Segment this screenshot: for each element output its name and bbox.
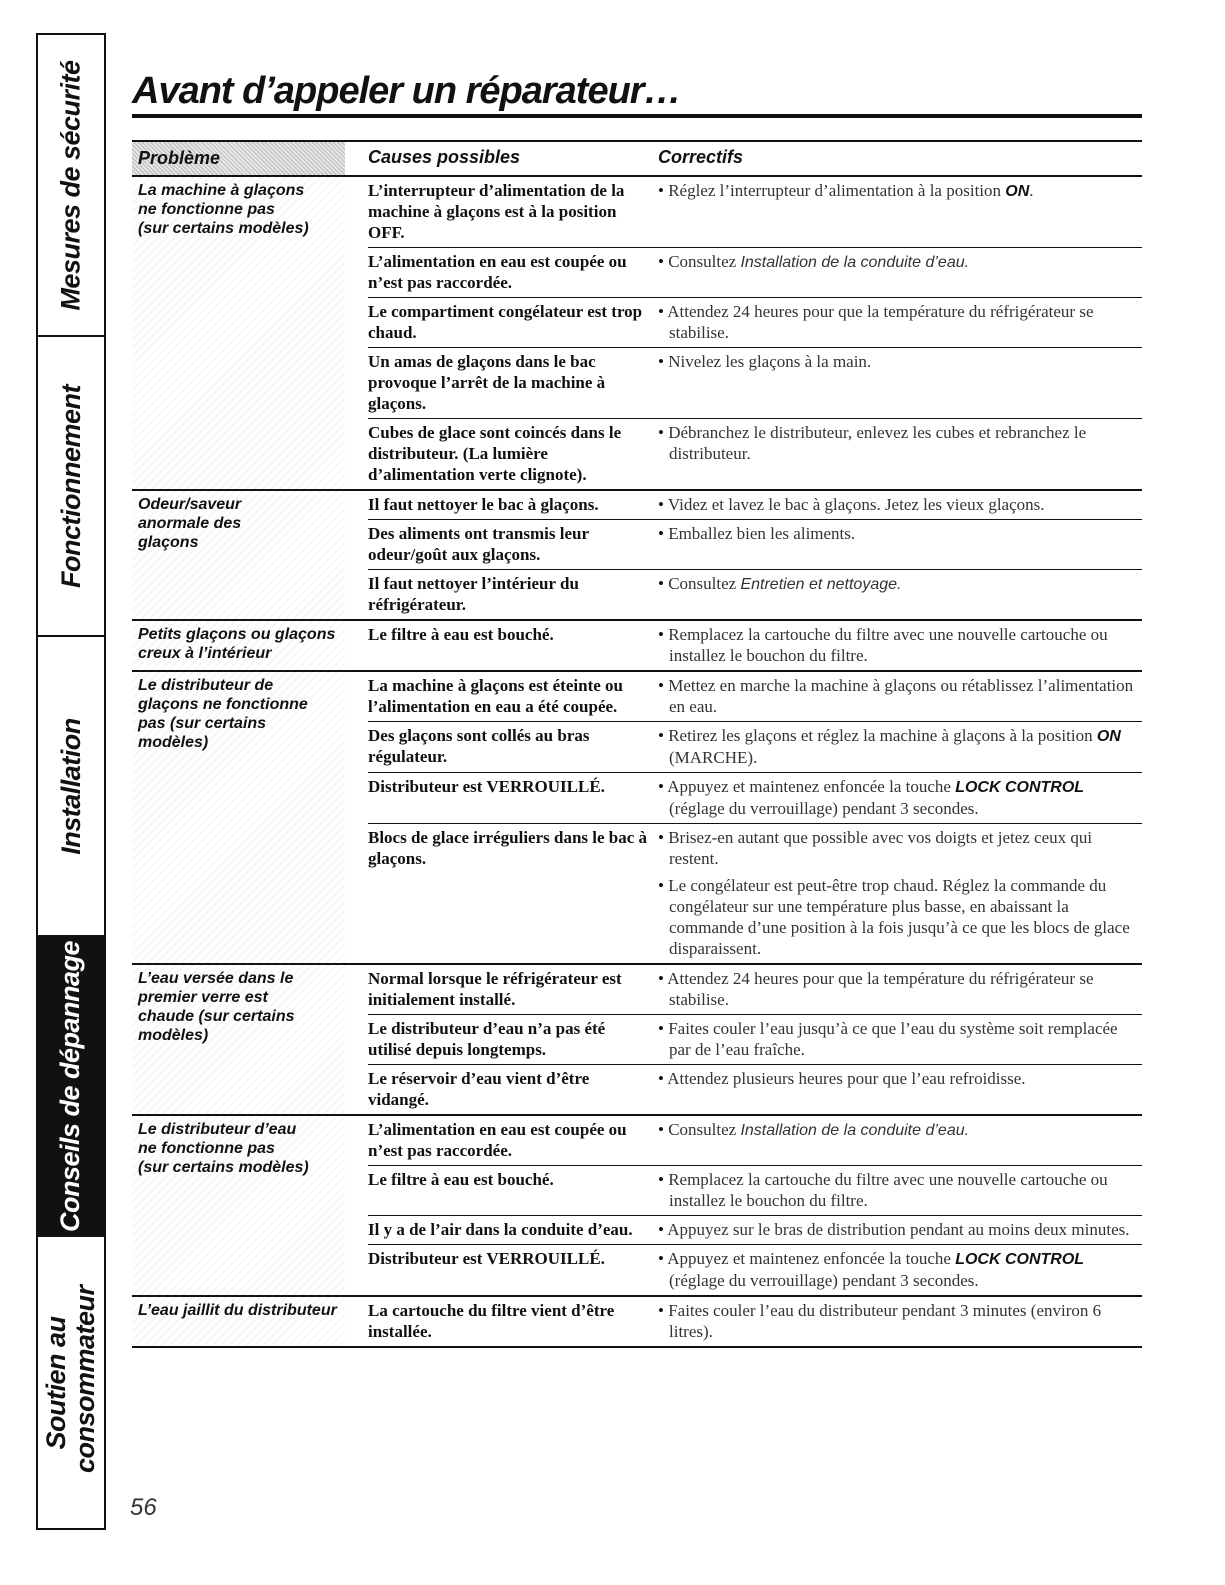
- problem-cell: [132, 1297, 345, 1346]
- problem-text: creux à l’intérieur: [138, 645, 272, 662]
- problem-group: [132, 177, 1142, 491]
- cause-text: La cartouche du filtre vient d’être installée.: [368, 1301, 615, 1341]
- fix-item: [658, 494, 1142, 515]
- cause-text: Le distributeur d’eau n’a pas été utilisé depuis longtemps.: [368, 1019, 606, 1059]
- sidebar-tab-label: Conseils de dépannage: [55, 940, 86, 1232]
- fixes-cell: [658, 491, 1142, 519]
- fix-text: Faites couler l’eau du distributeur pendant 3 minutes (environ 6 litres).: [668, 1301, 1102, 1341]
- fixes-cell: [658, 722, 1142, 772]
- fixes-cell: [658, 348, 1142, 418]
- problem-text: ne fonctionne pas: [138, 1140, 275, 1157]
- sidebar-tab-1[interactable]: [38, 337, 104, 637]
- fix-item: [658, 351, 1142, 372]
- fix-text: Attendez plusieurs heures pour que l’eau refroidisse.: [667, 1069, 1026, 1088]
- fix-text: Attendez 24 heures pour que la température du réfrigérateur se stabilise.: [667, 969, 1094, 1009]
- sidebar-tab-4[interactable]: [38, 1237, 104, 1528]
- header-fixes: Correctifs: [658, 147, 744, 167]
- problem-cell: [132, 672, 345, 963]
- table-row: [368, 772, 1142, 823]
- fix-item: [658, 675, 1142, 717]
- fix-text: Faites couler l’eau jusqu’à ce que l’eau du système soit remplacée par de l’eau fraîche.: [668, 1019, 1118, 1059]
- fix-text: Appuyez et maintenez enfoncée la touche: [667, 777, 956, 796]
- fix-text: Remplacez la cartouche du filtre avec une nouvelle cartouche ou installez le bouchon du filtre.: [668, 625, 1108, 665]
- table-header: [132, 140, 1142, 177]
- problem-text: modèles): [138, 1027, 209, 1044]
- table-row: [368, 1215, 1142, 1244]
- fix-text: Installation de la conduite d’eau.: [740, 1122, 970, 1139]
- table-row: [368, 247, 1142, 297]
- table-row: [368, 1116, 1142, 1165]
- fixes-cell: [658, 520, 1142, 569]
- fixes-cell: [658, 672, 1142, 721]
- table-row: [368, 519, 1142, 569]
- cause-text: Des glaçons sont collés au bras régulateur.: [368, 726, 590, 766]
- table-row: [368, 347, 1142, 418]
- cause-text: L’alimentation en eau est coupée ou n’est pas raccordée.: [368, 252, 627, 292]
- problem-group: [132, 491, 1142, 621]
- table-row: [368, 621, 1142, 670]
- problem-text: glaçons: [138, 534, 199, 551]
- table-row: [368, 672, 1142, 721]
- cause-text: Il faut nettoyer l’intérieur du réfrigérateur.: [368, 574, 579, 614]
- table-row: [368, 1297, 1142, 1346]
- cause-text: Le filtre à eau est bouché.: [368, 625, 554, 644]
- fix-text: Emballez bien les aliments.: [668, 524, 856, 543]
- cause-text: Distributeur est VERROUILLÉ.: [368, 777, 605, 796]
- fix-text: Consultez: [668, 252, 741, 271]
- fix-item: [658, 1248, 1142, 1291]
- cause-text: Le compartiment congélateur est trop chaud.: [368, 302, 643, 342]
- fix-text: Entretien et nettoyage.: [740, 576, 902, 593]
- fix-text: Le congélateur est peut-être trop chaud. Réglez la commande du congélateur sur une température plus basse, en abaissant la commande d’une position à la fois jusqu’à ce que les blocs de glace disparaissent.: [668, 876, 1130, 958]
- fix-item: [658, 523, 1142, 544]
- fix-item: [658, 301, 1142, 343]
- fix-item: [658, 422, 1142, 464]
- cause-text: L’interrupteur d’alimentation de la machine à glaçons est à la position OFF.: [368, 181, 625, 242]
- fix-text: LOCK CONTROL: [955, 1251, 1085, 1268]
- fixes-cell: [658, 1015, 1142, 1064]
- problem-groups: [132, 177, 1142, 1348]
- fix-text: ON: [1005, 183, 1030, 200]
- fix-item: [658, 1018, 1142, 1060]
- cause-text: Le réservoir d’eau vient d’être vidangé.: [368, 1069, 590, 1109]
- section-sidebar: [36, 33, 106, 1530]
- fix-text: Consultez: [668, 1120, 741, 1139]
- fix-text: Retirez les glaçons et réglez la machine à glaçons à la position: [668, 726, 1097, 745]
- cause-text: Blocs de glace irréguliers dans le bac à glaçons.: [368, 828, 648, 868]
- table-row: [368, 1064, 1142, 1114]
- cause-text: Normal lorsque le réfrigérateur est initialement installé.: [368, 969, 622, 1009]
- fix-text: Débranchez le distributeur, enlevez les cubes et rebranchez le distributeur.: [668, 423, 1087, 463]
- sidebar-tab-label: Mesures de sécurité: [55, 59, 86, 311]
- table-row: [368, 569, 1142, 619]
- fix-item: [658, 1300, 1142, 1342]
- sidebar-tab-label: Soutien au consommateur: [41, 1284, 100, 1473]
- fix-item: [658, 1068, 1142, 1089]
- problem-text: (sur certains modèles): [138, 1159, 309, 1176]
- sidebar-tab-label: Fonctionnement: [55, 384, 86, 588]
- fixes-cell: [658, 419, 1142, 489]
- fix-item: [658, 827, 1142, 869]
- problem-text: ne fonctionne pas: [138, 201, 275, 218]
- fixes-cell: [658, 621, 1142, 670]
- problem-text: anormale des: [138, 515, 242, 532]
- sidebar-tab-3[interactable]: [38, 937, 104, 1237]
- problem-text: chaude (sur certains: [138, 1008, 295, 1025]
- cause-text: Un amas de glaçons dans le bac provoque l’arrêt de la machine à glaçons.: [368, 352, 606, 413]
- fix-item: [658, 1169, 1142, 1211]
- fix-text: ON: [1096, 728, 1121, 745]
- sidebar-tab-0[interactable]: [38, 35, 104, 337]
- fix-item: [658, 251, 1142, 273]
- fix-item: [658, 1219, 1142, 1240]
- cause-text: L’alimentation en eau est coupée ou n’est pas raccordée.: [368, 1120, 627, 1160]
- problem-text: La machine à glaçons: [138, 182, 305, 199]
- problem-text: L’eau versée dans le: [138, 970, 294, 987]
- problem-cell: [132, 177, 345, 489]
- fix-text: Remplacez la cartouche du filtre avec une nouvelle cartouche ou installez le bouchon du filtre.: [668, 1170, 1108, 1210]
- fix-text: .: [1029, 181, 1034, 200]
- problem-group: [132, 1116, 1142, 1297]
- fixes-cell: [658, 1116, 1142, 1165]
- cause-text: Il faut nettoyer le bac à glaçons.: [368, 495, 599, 514]
- fixes-cell: [658, 248, 1142, 297]
- fixes-cell: [658, 1216, 1142, 1244]
- problem-cell: [132, 1116, 345, 1295]
- cause-text: Des aliments ont transmis leur odeur/goût aux glaçons.: [368, 524, 589, 564]
- problem-text: (sur certains modèles): [138, 220, 309, 237]
- fix-text: Consultez: [668, 574, 741, 593]
- fix-text: Mettez en marche la machine à glaçons ou rétablissez l’alimentation en eau.: [668, 676, 1134, 716]
- problem-cell: [132, 621, 345, 670]
- fix-item: [658, 180, 1142, 202]
- page-title: Avant d’appeler un réparateur…: [132, 70, 681, 112]
- problem-text: Petits glaçons ou glaçons: [138, 626, 336, 643]
- table-row: [368, 965, 1142, 1014]
- problem-text: Odeur/saveur: [138, 496, 242, 513]
- fix-text: (réglage du verrouillage) pendant 3 secondes.: [669, 799, 979, 818]
- fix-text: Attendez 24 heures pour que la température du réfrigérateur se stabilise.: [667, 302, 1094, 342]
- cause-text: Cubes de glace sont coincés dans le distributeur. (La lumière d’alimentation verte clignote).: [368, 423, 622, 484]
- table-row: [368, 491, 1142, 519]
- problem-group: [132, 1297, 1142, 1348]
- table-row: [368, 177, 1142, 247]
- cause-text: La machine à glaçons est éteinte ou l’alimentation en eau a été coupée.: [368, 676, 623, 716]
- fix-text: LOCK CONTROL: [955, 779, 1085, 796]
- fixes-cell: [658, 1166, 1142, 1215]
- fixes-cell: [658, 177, 1142, 247]
- sidebar-tab-label: Installation: [55, 717, 86, 855]
- problem-text: modèles): [138, 734, 209, 751]
- problem-text: pas (sur certains: [138, 715, 267, 732]
- fix-text: Videz et lavez le bac à glaçons. Jetez les vieux glaçons.: [667, 495, 1045, 514]
- header-problem: Problème: [132, 142, 345, 175]
- title-rule: [132, 114, 1142, 118]
- fixes-cell: [658, 1065, 1142, 1114]
- fixes-cell: [658, 1245, 1142, 1295]
- problem-text: Le distributeur de: [138, 677, 274, 694]
- fixes-cell: [658, 965, 1142, 1014]
- table-row: [368, 721, 1142, 772]
- fix-text: Appuyez et maintenez enfoncée la touche: [667, 1249, 956, 1268]
- fixes-cell: [658, 773, 1142, 823]
- problem-text: glaçons ne fonctionne: [138, 696, 308, 713]
- problem-text: premier verre est: [138, 989, 268, 1006]
- table-row: [368, 823, 1142, 963]
- fix-item: [658, 1119, 1142, 1141]
- fix-text: (réglage du verrouillage) pendant 3 secondes.: [669, 1271, 979, 1290]
- fix-item: [658, 573, 1142, 595]
- table-row: [368, 1165, 1142, 1215]
- header-causes: Causes possibles: [368, 147, 521, 167]
- sidebar-tab-2[interactable]: [38, 637, 104, 937]
- problem-text: Le distributeur d’eau: [138, 1121, 297, 1138]
- fix-item: [658, 624, 1142, 666]
- fixes-cell: [658, 824, 1142, 963]
- table-row: [368, 1014, 1142, 1064]
- fix-item: [658, 725, 1142, 768]
- problem-text: L’eau jaillit du distributeur: [138, 1302, 337, 1319]
- fix-text: (MARCHE).: [669, 748, 758, 767]
- fixes-cell: [658, 298, 1142, 347]
- cause-text: Le filtre à eau est bouché.: [368, 1170, 554, 1189]
- fix-item: [658, 968, 1142, 1010]
- fix-text: Brisez-en autant que possible avec vos doigts et jetez ceux qui restent.: [668, 828, 1093, 868]
- cause-text: Il y a de l’air dans la conduite d’eau.: [368, 1220, 633, 1239]
- problem-group: [132, 621, 1142, 672]
- problem-cell: [132, 491, 345, 619]
- fix-text: Nivelez les glaçons à la main.: [668, 352, 872, 371]
- problem-cell: [132, 965, 345, 1114]
- table-row: [368, 1244, 1142, 1295]
- table-row: [368, 297, 1142, 347]
- problem-group: [132, 965, 1142, 1116]
- fix-text: Installation de la conduite d’eau.: [740, 254, 970, 271]
- cause-text: Distributeur est VERROUILLÉ.: [368, 1249, 605, 1268]
- fixes-cell: [658, 1297, 1142, 1346]
- table-row: [368, 418, 1142, 489]
- fix-text: Réglez l’interrupteur d’alimentation à la position: [668, 181, 1006, 200]
- fix-item: [658, 875, 1142, 959]
- fixes-cell: [658, 570, 1142, 619]
- fix-text: Appuyez sur le bras de distribution pendant au moins deux minutes.: [667, 1220, 1130, 1239]
- problem-group: [132, 672, 1142, 965]
- troubleshooting-table: [132, 140, 1142, 1348]
- fix-item: [658, 776, 1142, 819]
- page-number: 56: [130, 1494, 157, 1521]
